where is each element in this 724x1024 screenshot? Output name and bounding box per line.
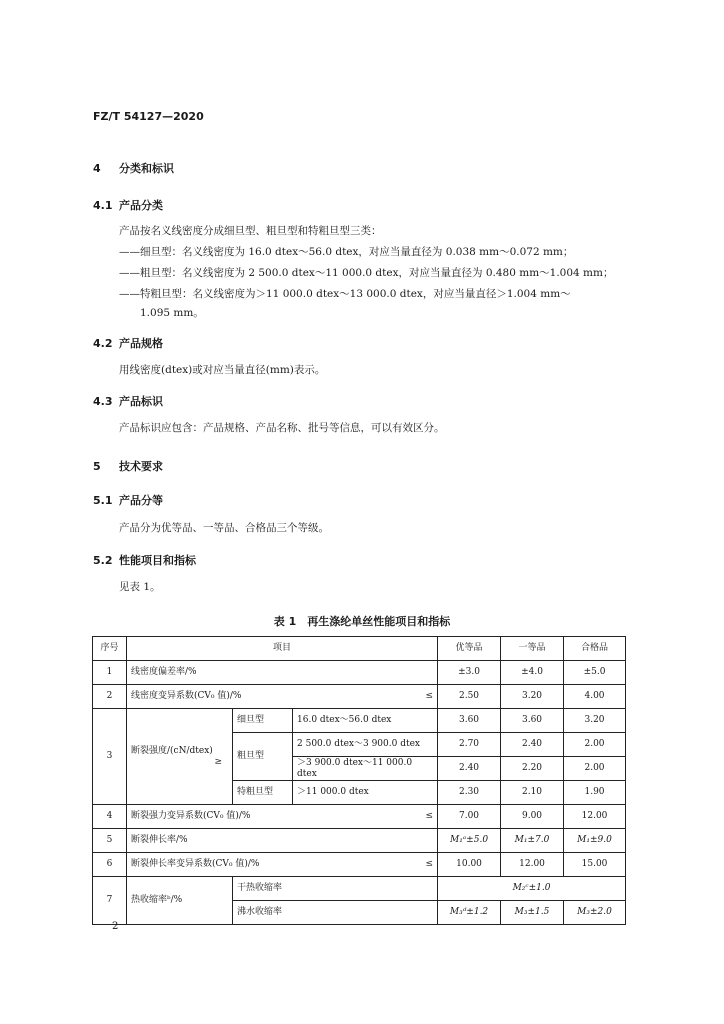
value-cell: 2.30 — [438, 781, 501, 805]
value-cell: 12.00 — [501, 853, 564, 877]
value-cell: 2.70 — [438, 733, 501, 757]
value-cell: 2.00 — [564, 733, 626, 757]
paragraph-4-2: 用线密度(dtex)或对应当量直径(mm)表示。 — [119, 364, 326, 376]
table-row — [93, 877, 626, 901]
row-no: 5 — [93, 829, 127, 853]
value-cell: 2.10 — [501, 781, 564, 805]
section-4-heading: 4 分类和标识 — [93, 162, 174, 175]
row-no: 2 — [93, 685, 127, 709]
range-extra-coarse: ＞11 000.0 dtex — [293, 781, 438, 805]
paragraph-4-1-extra-coarse-cont: 1.095 mm。 — [140, 307, 204, 319]
geq-symbol: ≥ — [214, 756, 222, 767]
value-cell: ±3.0 — [438, 661, 501, 685]
value-cell: 3.20 — [501, 685, 564, 709]
row-item: 断裂伸长率/% — [127, 829, 438, 853]
table-row — [93, 685, 626, 709]
value-cell: M₃ᵈ±1.2 — [438, 901, 501, 925]
value-cell: 2.00 — [564, 757, 626, 781]
value-cell: 3.60 — [501, 709, 564, 733]
table-row — [93, 661, 626, 685]
value-cell: ±4.0 — [501, 661, 564, 685]
value-cell: 2.50 — [438, 685, 501, 709]
row-item: 线密度偏差率/% — [127, 661, 438, 685]
value-cell: M₁±7.0 — [501, 829, 564, 853]
row-no: 4 — [93, 805, 127, 829]
paragraph-4-3: 产品标识应包含：产品规格、产品名称、批号等信息，可以有效区分。 — [119, 422, 445, 434]
value-cell: M₃±2.0 — [564, 901, 626, 925]
value-cell: 7.00 — [438, 805, 501, 829]
value-cell: M₁±9.0 — [564, 829, 626, 853]
row-item: 断裂强度/(cN/dtex) ≥ — [127, 709, 233, 805]
table-row — [93, 805, 626, 829]
section-5-heading: 5 技术要求 — [93, 460, 163, 473]
value-cell: 12.00 — [564, 805, 626, 829]
header-no: 序号 — [93, 637, 127, 661]
range-fine: 16.0 dtex～56.0 dtex — [293, 709, 438, 733]
row-no: 3 — [93, 709, 127, 805]
range-coarse-a: 2 500.0 dtex～3 900.0 dtex — [293, 733, 438, 757]
row-item: 热收缩率ᵇ/% — [127, 877, 233, 925]
row-no: 7 — [93, 877, 127, 925]
row-item: 断裂强力变异系数(CV₀ 值)/% ≤ — [127, 805, 438, 829]
value-cell: 1.90 — [564, 781, 626, 805]
value-cell: 4.00 — [564, 685, 626, 709]
value-cell: M₂ᶜ±1.0 — [438, 877, 626, 901]
header-grade-qualified: 合格品 — [564, 637, 626, 661]
value-cell: ±5.0 — [564, 661, 626, 685]
value-cell: 3.20 — [564, 709, 626, 733]
row-item: 断裂伸长率变异系数(CV₀ 值)/% ≤ — [127, 853, 438, 877]
paragraph-4-1-intro: 产品按名义线密度分成细旦型、粗旦型和特粗旦型三类： — [119, 225, 382, 237]
value-cell: 15.00 — [564, 853, 626, 877]
table-caption: 表 1 再生涤纶单丝性能项目和指标 — [273, 615, 451, 628]
table-row — [93, 709, 626, 733]
paragraph-5-2: 见表 1。 — [119, 581, 161, 593]
leq-symbol: ≤ — [425, 811, 434, 821]
section-4-2-heading: 4.2 产品规格 — [93, 337, 163, 350]
section-5-2-heading: 5.2 性能项目和指标 — [93, 554, 196, 567]
section-4-3-heading: 4.3 产品标识 — [93, 395, 163, 408]
value-cell: M₁ᵃ±5.0 — [438, 829, 501, 853]
table-row — [93, 829, 626, 853]
document-code: FZ/T 54127—2020 — [93, 110, 204, 123]
value-cell: 2.40 — [438, 757, 501, 781]
page-number: 2 — [112, 921, 119, 932]
section-4-1-heading: 4.1 产品分类 — [93, 199, 163, 212]
type-coarse: 粗旦型 — [233, 733, 293, 781]
section-5-1-heading: 5.1 产品分等 — [93, 494, 163, 507]
type-fine: 细旦型 — [233, 709, 293, 733]
paragraph-5-1: 产品分为优等品、一等品、合格品三个等级。 — [119, 522, 329, 534]
row-no: 1 — [93, 661, 127, 685]
value-cell: 3.60 — [438, 709, 501, 733]
header-grade-first: 一等品 — [501, 637, 564, 661]
value-cell: 9.00 — [501, 805, 564, 829]
value-cell: 2.40 — [501, 733, 564, 757]
value-cell: 10.00 — [438, 853, 501, 877]
performance-table — [92, 636, 626, 925]
leq-symbol: ≤ — [425, 859, 434, 869]
header-item: 项目 — [127, 637, 438, 661]
row-no: 6 — [93, 853, 127, 877]
type-boiling-water: 沸水收缩率 — [233, 901, 438, 925]
value-cell: M₃±1.5 — [501, 901, 564, 925]
table-header-row — [93, 637, 626, 661]
type-dry-heat: 干热收缩率 — [233, 877, 438, 901]
table-row — [93, 853, 626, 877]
paragraph-4-1-fine: ——细旦型：名义线密度为 16.0 dtex～56.0 dtex，对应当量直径为 0.038 mm～0.072 mm； — [119, 246, 574, 258]
paragraph-4-1-extra-coarse: ——特粗旦型：名义线密度为＞11 000.0 dtex～13 000.0 dtex，对应当量直径＞1.004 mm～ — [119, 288, 571, 300]
header-grade-premium: 优等品 — [438, 637, 501, 661]
type-extra-coarse: 特粗旦型 — [233, 781, 293, 805]
paragraph-4-1-coarse: ——粗旦型：名义线密度为 2 500.0 dtex～11 000.0 dtex，对应当量直径为 0.480 mm～1.004 mm； — [119, 267, 614, 279]
leq-symbol: ≤ — [425, 691, 434, 701]
range-coarse-b: ＞3 900.0 dtex～11 000.0 dtex — [293, 757, 438, 781]
value-cell: 2.20 — [501, 757, 564, 781]
row-item: 线密度变异系数(CV₀ 值)/% ≤ — [127, 685, 438, 709]
